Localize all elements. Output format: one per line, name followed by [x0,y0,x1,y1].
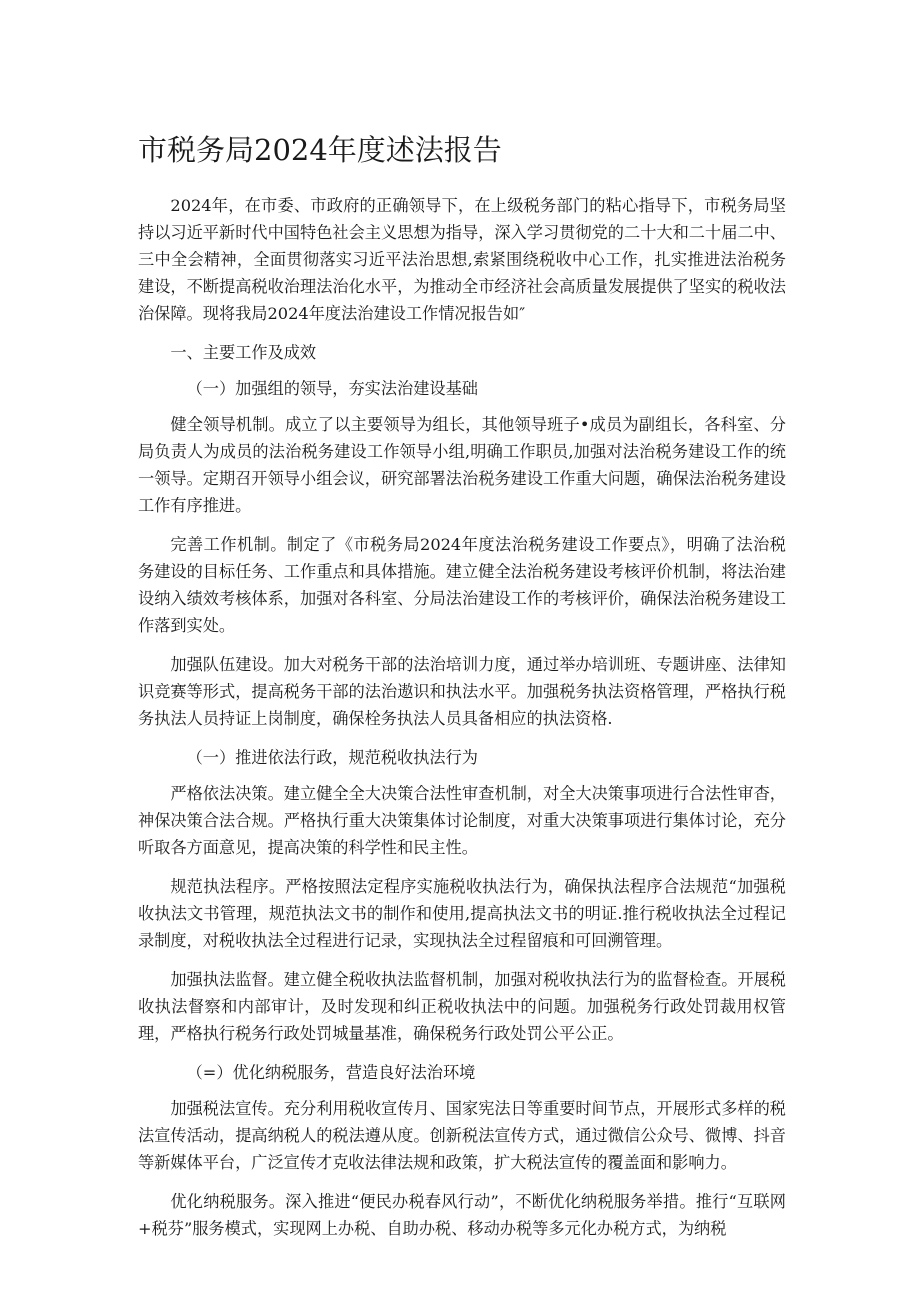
document-title: 市税务局2024年度述法报告 [138,133,502,167]
sub1-paragraph-2: 完善工作机制。制定了《市税务局2024年度法治税务建设工作要点》，明确了法治税务建设的目标任务、工作重点和具体措施。建立健全法治税务建设考核评价机制，将法治建设纳入绩效考核体系，加强对各科室、分局法治建设工作的考核评价，确保法治税务建设工作落到实处。 [138,535,786,635]
sub3-paragraph-2: 优化纳税服务。深入推进“便民办税春风行动”，不断优化纳税服务举措。推行“互联网+税芬”服务模式，实现网上办税、自助办税、移动办税等多元化办税方式，为纳税 [138,1192,786,1238]
sub3-paragraph-1: 加强税法宣传。充分利用税收宣传月、国家宪法日等重要时间节点，开展形式多样的税法宣传活动，提高纳税人的税法遵从度。创新税法宣传方式，通过微信公众号、微博、抖音等新媒体平台，广泛宣传才克收法律法规和政策，扩大税法宣传的覆盖面和影响力。 [138,1099,786,1172]
sub1-paragraph-1: 健全领导机制。成立了以主要领导为组长，其他领导班子•成员为副组长，各科室、分局负责人为成员的法治税务建设工作领导小组,明确工作职员,加强对法治税务建设工作的统一领导。定期召开领导小组会议，研究部署法治税务建设工作重大问题，确保法治税务建设工作有序推进。 [138,415,786,515]
section-1-heading: 一、主要工作及成效 [170,343,317,362]
intro-paragraph: 2024年，在市委、市政府的正确领导下，在上级税务部门的粘心指导下，市税务局坚持以习近平新时代中国特色社会主义思想为指导，深入学习贯彻党的二十大和二十届二中、三中全会精神，全面贯彻落实习近平法治思想,索紧围绕税收中心工作，扎实推进法治税务建设，不断提高税收治理法治化水平，为推动全市经济社会高质量发展提供了坚实的税收法治保障。现将我局2024年度法治建设工作情况报告如″ [138,196,786,323]
document-page [138,128,786,1254]
subsection-2-heading: （一）推进依法行政，规范税收执法行为 [186,748,478,767]
sub2-paragraph-1: 严格依法决策。建立健全全大决策合法性审查机制，对全大决策事项进行合法性审杳，神保决策合法合规。严格执行重大决策集体讨论制度，对重大决策事项进行集体讨论，充分听取各方面意见，提高决策的科学性和民主性。 [138,784,786,857]
sub2-paragraph-3: 加强执法监督。建立健全税收执法监督机制，加强对税收执法行为的监督检查。开展税收执法督察和内部审计，及时发现和纠正税收执法中的问题。加强税务行政处罚裁用权管理，严格执行税务行政处罚城量基准，确保税务行政处罚公平公正。 [138,970,786,1043]
sub2-paragraph-2: 规范执法程序。严格按照法定程序实施税收执法行为，确保执法程序合法规范“加强税收执法文书管理，规范执法文书的制作和使用,提高执法文书的明证.推行税收执法全过程记录制度，对税收执法全过程进行记录，实现执法全过程留痕和可回溯管理。 [138,877,786,950]
subsection-3-heading: （=）优化纳税服务，营造良好法治环境 [186,1063,476,1082]
subsection-1-heading: （一）加强组的领导，夯实法治建设基础 [186,379,478,398]
sub1-paragraph-3: 加强队伍建设。加大对税务干部的法治培训力度，通过举办培训班、专题讲座、法律知识竞赛等形式，提高税务干部的法治遨识和执法水平。加强税务执法资格管理，严格执行税务执法人员持证上岗制度，确保栓务执法人员具备相应的执法资格. [138,655,786,728]
